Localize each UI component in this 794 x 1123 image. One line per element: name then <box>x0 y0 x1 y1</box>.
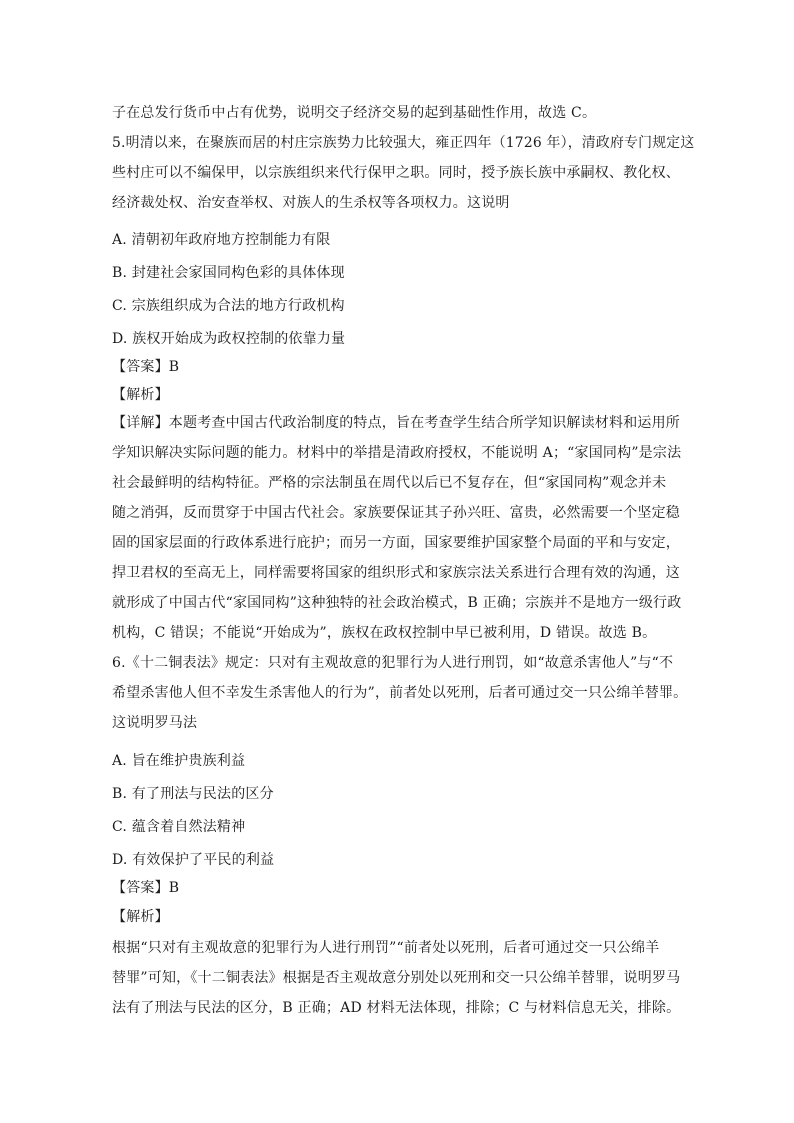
q6-stem-line-1: 6.《十二铜表法》规定：只对有主观故意的犯罪行为人进行刑罚，如“故意杀害他人”与“不 <box>112 655 674 671</box>
q5-detail-line-1: 【详解】本题考查中国古代政治制度的特点，旨在考查学生结合所学知识解读材料和运用所 <box>112 415 680 431</box>
q6-option-a: A. 旨在维护贵族利益 <box>112 753 246 769</box>
q5-option-d: D. 族权开始成为政权控制的依靠力量 <box>112 331 346 347</box>
q5-analysis-label: 【解析】 <box>112 387 169 403</box>
q6-option-c: C. 蕴含着自然法精神 <box>112 819 246 835</box>
q5-detail-line-6: 捍卫君权的至高无上，同样需要将国家的组织形式和家族宗法关系进行合理有效的沟通，这 <box>112 565 680 581</box>
q5-detail-line-8: 机构，C 错误；不能说“开始成为”，族权在政权控制中早已被利用，D 错误。故选 B。 <box>112 625 657 641</box>
q5-answer: 【答案】B <box>112 359 180 375</box>
q5-option-b: B. 封建社会家国同构色彩的具体体现 <box>112 265 345 281</box>
q5-stem-line-2: 些村庄可以不编保甲，以宗族组织来代行保甲之职。同时，授予族长族中承嗣权、教化权、 <box>112 165 680 181</box>
q6-analysis-line-2: 替罪”可知，《十二铜表法》根据是否主观故意分别处以死刑和交一只公绵羊替罪，说明罗马 <box>112 970 681 986</box>
q6-analysis-label: 【解析】 <box>112 909 169 925</box>
q6-answer: 【答案】B <box>112 880 180 896</box>
q6-stem-line-2: 希望杀害他人但不幸发生杀害他人的行为”，前者处以死刑，后者可通过交一只公绵羊替罪。 <box>112 685 688 701</box>
q5-detail-line-3: 社会最鲜明的结构特征。严格的宗法制虽在周代以后已不复存在，但“家国同构”观念并未 <box>112 475 667 491</box>
q5-detail-line-4: 随之消弭，反而贯穿于中国古代社会。家族要保证其子孙兴旺、富贵，必然需要一个坚定稳 <box>112 505 680 521</box>
q6-analysis-line-1: 根据“只对有主观故意的犯罪行为人进行刑罚”“前者处以死刑，后者可通过交一只公绵羊 <box>112 940 660 956</box>
q5-detail-line-5: 固的国家层面的行政体系进行庇护；而另一方面，国家要维护国家整个局面的平和与安定， <box>112 535 680 551</box>
q6-option-d: D. 有效保护了平民的利益 <box>112 852 275 868</box>
q6-option-b: B. 有了刑法与民法的区分 <box>112 786 274 802</box>
q6-stem-line-3: 这说明罗马法 <box>112 715 198 731</box>
q5-stem-line-3: 经济裁处权、治安查举权、对族人的生杀权等各项权力。这说明 <box>112 195 510 211</box>
q5-detail-line-7: 就形成了中国古代“家国同构”这种独特的社会政治模式，B 正确；宗族并不是地方一级行政 <box>112 595 682 611</box>
q5-option-c: C. 宗族组织成为合法的地方行政机构 <box>112 298 345 314</box>
q6-analysis-line-3: 法有了刑法与民法的区分，B 正确；AD 材料无法体现，排除；C 与材料信息无关，排除。 <box>112 1000 681 1016</box>
q5-option-a: A. 清朝初年政府地方控制能力有限 <box>112 232 331 248</box>
q5-detail-line-2: 学知识解决实际问题的能力。材料中的举措是清政府授权，不能说明 A；“家国同构”是宗法 <box>112 445 682 461</box>
prev-answer-conclusion: 子在总发行货币中占有优势，说明交子经济交易的起到基础性作用，故选 C。 <box>112 105 597 121</box>
q5-stem-line-1: 5.明清以来，在聚族而居的村庄宗族势力比较强大，雍正四年（1726 年），清政府专门规定这 <box>112 135 695 151</box>
